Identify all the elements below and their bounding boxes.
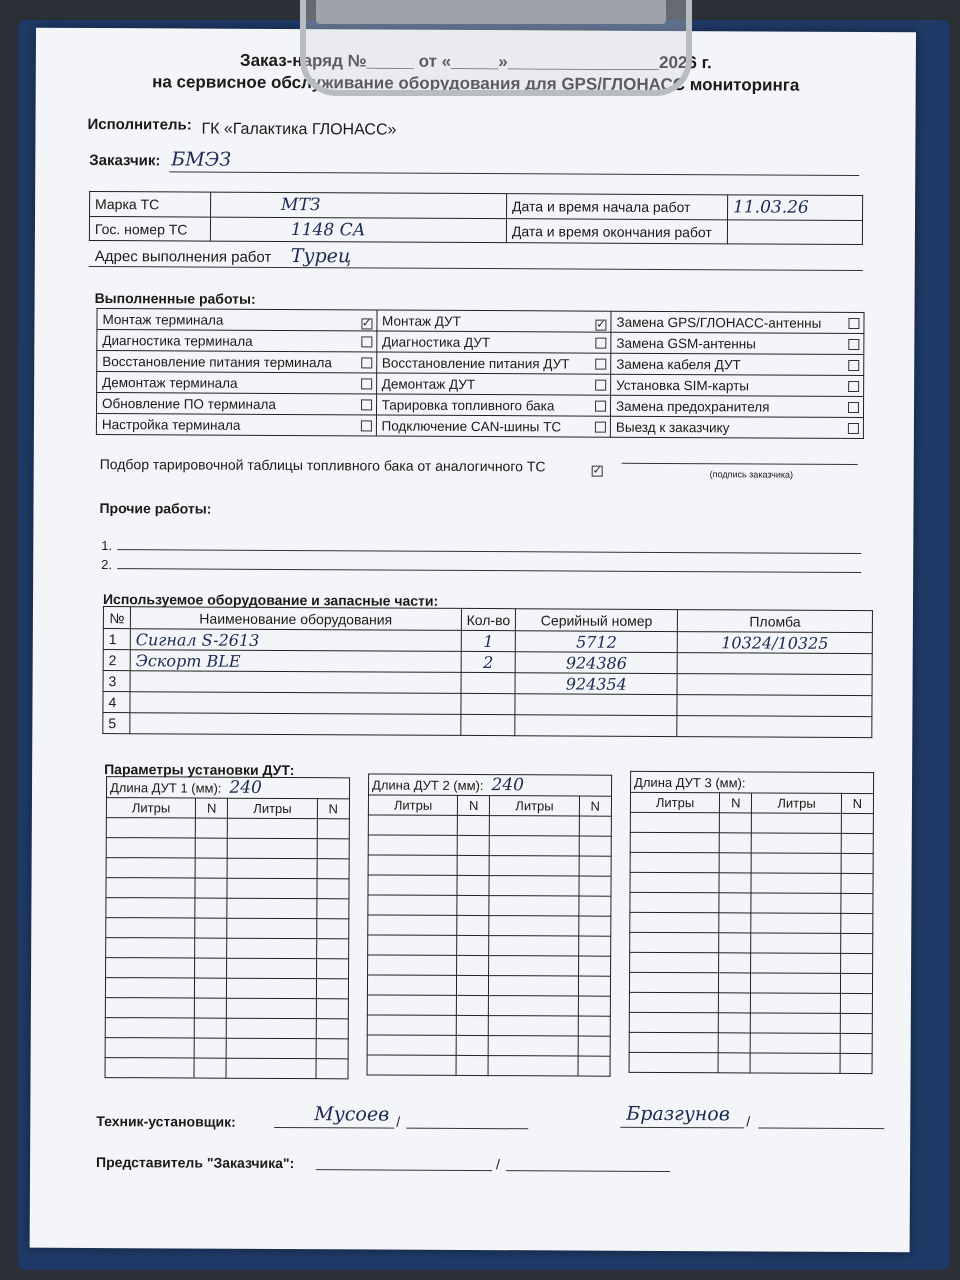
- equipment-cell: Сигнал S-2613: [130, 629, 461, 652]
- dut-cell: [105, 1038, 194, 1058]
- dut-cell: [317, 879, 349, 899]
- dut-length-value: 240: [229, 777, 262, 798]
- dut-table-2: [367, 773, 613, 1076]
- equipment-cell: 924354: [515, 673, 677, 695]
- dut-cell: [751, 913, 840, 933]
- dut-cell: [490, 816, 579, 836]
- equipment-cell: [677, 653, 872, 675]
- dut-cell: [840, 933, 872, 953]
- equipment-cell: 10324/10325: [677, 632, 872, 654]
- dut-cell: [629, 992, 718, 1012]
- work-item-checkbox[interactable]: [848, 423, 859, 434]
- dut-cell: [630, 832, 719, 852]
- dut-cell: [106, 918, 195, 938]
- dut-cell: [195, 818, 227, 838]
- dut-cell: [490, 836, 579, 856]
- equipment-cell: [130, 692, 461, 715]
- dut-cell: [227, 998, 316, 1018]
- work-item-label: Установка SIM-карты: [611, 374, 843, 396]
- dut-column-header: N: [317, 799, 349, 819]
- works-title: Выполненные работы:: [94, 290, 256, 307]
- dut-cell: [578, 936, 610, 956]
- dut-cell: [579, 876, 611, 896]
- start-value: 11.03.26: [728, 195, 863, 221]
- dut-column-header: N: [720, 793, 752, 813]
- dut-cell: [316, 1039, 348, 1059]
- end-label: Дата и время окончания работ: [506, 219, 727, 244]
- dut-cell: [489, 976, 578, 996]
- work-item-label: Диагностика терминала: [97, 330, 355, 352]
- work-item-label: Монтаж терминала: [97, 309, 355, 331]
- dut-cell: [489, 1016, 578, 1036]
- dut-cell: [457, 895, 489, 915]
- dut-cell: [630, 912, 719, 932]
- dut-cell: [840, 953, 872, 973]
- dut-cell: [751, 873, 840, 893]
- dut-cell: [106, 898, 195, 918]
- equipment-row-number: 5: [103, 713, 130, 734]
- dut-cell: [368, 875, 457, 895]
- dut-length-value: 240: [491, 775, 524, 796]
- customer-value: БМЭЗ: [171, 148, 232, 171]
- dut-cell: [629, 972, 718, 992]
- equipment-header: №: [103, 607, 130, 629]
- technician-signature-2: Бразгунов: [626, 1102, 730, 1126]
- dut-cell: [368, 895, 457, 915]
- dut-cell: [457, 955, 489, 975]
- dut-cell: [316, 1019, 348, 1039]
- dut-cell: [194, 1058, 226, 1078]
- dut-table-1: [105, 776, 351, 1079]
- dut-cell: [368, 815, 457, 835]
- dut-column-header: N: [458, 795, 490, 815]
- dut-cell: [106, 818, 195, 838]
- work-item-checkbox[interactable]: [595, 380, 606, 391]
- plate-label: Гос. номер ТС: [89, 216, 210, 241]
- dut-cell: [630, 812, 719, 832]
- dut-cell: [228, 818, 317, 838]
- equipment-cell: [515, 715, 677, 737]
- dut-cell: [752, 813, 841, 833]
- dut-cell: [105, 1058, 194, 1078]
- work-item-checkbox[interactable]: ✓: [596, 318, 606, 331]
- dut-cell: [227, 938, 316, 958]
- equipment-table: [102, 606, 873, 738]
- dut-cell: [488, 1056, 577, 1076]
- work-item-label: Демонтаж ДУТ: [376, 373, 589, 395]
- dut-cell: [227, 978, 316, 998]
- dut-column-header: N: [196, 798, 228, 818]
- dut-cell: [457, 835, 489, 855]
- dut-column-header: Литры: [490, 796, 579, 816]
- dut-cell: [368, 935, 457, 955]
- dut-cell: [194, 1038, 226, 1058]
- equipment-cell: [130, 713, 461, 736]
- dut-cell: [457, 935, 489, 955]
- other-work-2-number: 2.: [101, 557, 113, 573]
- work-item-label: Замена кабеля ДУТ: [611, 353, 843, 375]
- other-works-title: Прочие работы:: [99, 500, 212, 517]
- dut-cell: [751, 1053, 840, 1073]
- executor-label: Исполнитель:: [87, 115, 192, 134]
- dut-cell: [316, 979, 348, 999]
- work-item-label: Тарировка топливного бака: [376, 394, 589, 416]
- dut-cell: [841, 813, 873, 833]
- dut-cell: [630, 932, 719, 952]
- executor-value: ГК «Галактика ГЛОНАСС»: [201, 120, 397, 139]
- work-item-checkbox[interactable]: [595, 401, 606, 412]
- dut-column-header: N: [841, 793, 873, 813]
- work-item-label: Замена GSM-антенны: [611, 332, 843, 354]
- dut-column-header: Литры: [106, 798, 195, 818]
- equipment-cell: 5712: [516, 631, 678, 653]
- dut-cell: [317, 839, 349, 859]
- work-item-label: Подключение CAN-шины ТС: [376, 415, 589, 437]
- work-item-checkbox[interactable]: [848, 381, 859, 392]
- dut-cell: [840, 913, 872, 933]
- dut-length-label: Длина ДУТ 3 (мм):: [634, 774, 746, 791]
- work-item-checkbox[interactable]: [595, 422, 606, 433]
- dut-cell: [456, 1015, 488, 1035]
- dut-cell: [719, 873, 751, 893]
- dut-cell: [629, 1052, 718, 1072]
- dut-cell: [456, 1035, 488, 1055]
- dut-cell: [457, 995, 489, 1015]
- work-item-checkbox[interactable]: [361, 357, 372, 368]
- equipment-cell: [461, 693, 516, 714]
- dut-cell: [106, 858, 195, 878]
- dut-cell: [719, 933, 751, 953]
- work-item-checkbox[interactable]: [595, 359, 606, 370]
- dut-cell: [227, 878, 316, 898]
- work-item-checkbox[interactable]: ✓: [362, 317, 372, 330]
- dut-cell: [195, 978, 227, 998]
- dut-cell: [195, 958, 227, 978]
- dut-cell: [368, 855, 457, 875]
- dut-cell: [106, 938, 195, 958]
- dut-cell: [195, 878, 227, 898]
- work-item-label: Выезд к заказчику: [610, 416, 842, 438]
- dut-cell: [751, 973, 840, 993]
- customer-label: Заказчик:: [89, 151, 161, 170]
- dut-cell: [720, 813, 752, 833]
- dut-cell: [630, 852, 719, 872]
- dut-length-label: Длина ДУТ 1 (мм):: [109, 780, 222, 796]
- dut-cell: [367, 1015, 456, 1035]
- dut-cell: [719, 853, 751, 873]
- equipment-row-number: 1: [103, 629, 130, 650]
- dut-cell: [195, 838, 227, 858]
- equipment-header: Серийный номер: [516, 609, 678, 632]
- dut-cell: [718, 1033, 750, 1053]
- dut-cell: [579, 836, 611, 856]
- dut-cell: [841, 833, 873, 853]
- dut-cell: [752, 853, 841, 873]
- work-item-checkbox[interactable]: [361, 420, 372, 431]
- dut-cell: [489, 956, 578, 976]
- dut-cell: [106, 838, 195, 858]
- equipment-cell: [677, 674, 872, 696]
- equipment-cell: [677, 695, 872, 717]
- dut-cell: [578, 1016, 610, 1036]
- dut-cell: [719, 993, 751, 1013]
- equipment-header: Кол-во: [461, 608, 516, 630]
- dut-cell: [629, 1012, 718, 1032]
- dut-column-header: Литры: [752, 793, 841, 813]
- equipment-row-number: 2: [103, 650, 130, 671]
- dut-column-header: N: [579, 796, 611, 816]
- dut-cell: [316, 999, 348, 1019]
- dut-cell: [367, 975, 456, 995]
- equipment-cell: 2: [461, 651, 516, 672]
- work-item-checkbox[interactable]: [848, 339, 859, 350]
- dut-cell: [316, 919, 348, 939]
- dut-cell: [489, 936, 578, 956]
- dut-cell: [578, 1036, 610, 1056]
- dut-column-header: Литры: [368, 795, 457, 815]
- work-item-label: Восстановление питания ДУТ: [376, 352, 589, 374]
- dut-cell: [106, 878, 195, 898]
- dut-cell: [457, 815, 489, 835]
- dut-cell: [490, 856, 579, 876]
- work-item-checkbox[interactable]: [595, 338, 606, 349]
- dut-cell: [227, 898, 316, 918]
- equipment-cell: [461, 714, 516, 735]
- brand-value: МТЗ: [211, 192, 507, 219]
- dut-cell: [317, 819, 349, 839]
- dut-cell: [195, 938, 227, 958]
- dut-cell: [630, 952, 719, 972]
- equipment-header: Наименование оборудования: [130, 607, 461, 631]
- equipment-cell: Эскорт BLE: [130, 650, 461, 673]
- dut-cell: [718, 1053, 750, 1073]
- address-value: Турец: [290, 245, 352, 268]
- equipment-cell: [461, 672, 516, 693]
- dut-cell: [751, 953, 840, 973]
- equipment-row: [103, 713, 872, 738]
- work-item-checkbox[interactable]: [361, 378, 372, 389]
- order-title: Заказ-наряд №_____ от «_____»________________2026 г.: [239, 50, 712, 73]
- dut-cell: [629, 1032, 718, 1052]
- work-item-label: Демонтаж терминала: [97, 372, 355, 394]
- dut-cell: [368, 835, 457, 855]
- dut-cell: [105, 998, 194, 1018]
- dut-cell: [367, 1055, 456, 1075]
- clipboard-clip-bar: [316, 0, 666, 24]
- dut-cell: [106, 958, 195, 978]
- dut-cell: [841, 853, 873, 873]
- dut-cell: [578, 996, 610, 1016]
- dut-cell: [840, 973, 872, 993]
- dut-cell: [227, 1018, 316, 1038]
- dut-cell: [226, 1058, 315, 1078]
- dut-cell: [195, 858, 227, 878]
- work-item-checkbox[interactable]: [848, 360, 859, 371]
- work-order-sheet: Заказ-наряд №_____ от «_____»________________2026 г. на сервисное обслуживание оборудования для GPS/ГЛОНАСС мониторинга Исполнитель: ГК «Галактика ГЛОНАСС» Заказчик: БМЭЗ Марка ТС МТЗ Дата и время начала работ 11.03.26 Гос. номер ТС 1148 СА Дата и время окончания работ Адрес выполнения работ Турец Выполненные работы: Монтаж терминала ✓ Монтаж ДУТ ✓ Замена GPS/ГЛОНАСС-антенны Диагностика терминала Диагностика ДУТ Замена GSM-антенны Восстановление питания терминала Восстановление питания ДУТ Замена кабеля ДУТ Демонтаж терминала Демонтаж ДУТ Установка SIM-карты Обновление ПО терминала Тарировка топливного бака Замена предохранителя Настройка терминала Подключение CAN-шины ТС Выезд к заказчику Подбор тарировочной таблицы топливного бака от аналогичного ТС ✓ (подпись заказчика) Прочие работы: 1. 2. Используемое оборудование и запасные части: № Наименование оборудования Кол-во Серийный номер Пломба 1 Сигнал S-2613 1 5712 10324/10325 2 Эскорт BLE 2 924386 3 924354 4 5 Параметры установки ДУТ: Длина ДУТ 1 (мм): 240 Литры N Литры N Длина ДУТ 2 (мм): 240 Литры N Литры N Длина ДУТ 3 (мм): Литры N Литры N Техник-установщик: Мусоев / Бразгунов / Представитель "Заказчика": /: [30, 28, 916, 1253]
- equipment-cell: [677, 716, 872, 738]
- dut-cell: [579, 896, 611, 916]
- dut-cell: [719, 893, 751, 913]
- dut-cell: [751, 1033, 840, 1053]
- dut-cell: [228, 838, 317, 858]
- dut-cell: [840, 993, 872, 1013]
- dut-table-3: [629, 771, 875, 1074]
- dut-cell: [457, 975, 489, 995]
- dut-cell: [578, 916, 610, 936]
- dut-cell: [105, 978, 194, 998]
- dut-cell: [578, 956, 610, 976]
- dut-params-title: Параметры установки ДУТ:: [104, 761, 295, 779]
- works-table: [96, 308, 865, 439]
- dut-cell: [719, 953, 751, 973]
- dut-cell: [751, 1013, 840, 1033]
- dut-cell: [228, 858, 317, 878]
- work-item-checkbox[interactable]: [361, 336, 372, 347]
- dut-cell: [719, 833, 751, 853]
- equipment-cell: 1: [461, 630, 516, 651]
- customer-rep-label: Представитель "Заказчика":: [96, 1154, 295, 1172]
- technician-label: Техник-установщик:: [96, 1113, 236, 1130]
- dut-cell: [579, 856, 611, 876]
- dut-cell: [457, 875, 489, 895]
- work-item-label: Замена GPS/ГЛОНАСС-антенны: [611, 311, 843, 333]
- dut-cell: [630, 892, 719, 912]
- equipment-cell: 924386: [515, 652, 677, 674]
- dut-cell: [317, 859, 349, 879]
- order-subtitle: на сервисное обслуживание оборудования для GPS/ГЛОНАСС мониторинга: [152, 72, 800, 95]
- work-item-checkbox[interactable]: [848, 402, 859, 413]
- dut-cell: [841, 893, 873, 913]
- fuel-table-selection-label: Подбор тарировочной таблицы топливного бака от аналогичного ТС: [99, 456, 546, 475]
- dut-cell: [195, 898, 227, 918]
- work-item-checkbox[interactable]: [361, 399, 372, 410]
- dut-cell: [195, 998, 227, 1018]
- dut-cell: [489, 916, 578, 936]
- dut-cell: [751, 893, 840, 913]
- dut-cell: [489, 996, 578, 1016]
- dut-cell: [579, 816, 611, 836]
- work-item-label: Обновление ПО терминала: [96, 393, 354, 415]
- dut-cell: [489, 876, 578, 896]
- equipment-cell: [515, 694, 677, 716]
- dut-length-label: Длина ДУТ 2 (мм):: [372, 777, 484, 794]
- dut-cell: [719, 913, 751, 933]
- dut-cell: [752, 833, 841, 853]
- dut-cell: [719, 973, 751, 993]
- dut-cell: [368, 915, 457, 935]
- dut-cell: [195, 918, 227, 938]
- address-label: Адрес выполнения работ: [94, 248, 272, 266]
- work-item-label: Восстановление питания терминала: [97, 351, 355, 373]
- dut-column-header: Литры: [630, 792, 719, 812]
- dut-cell: [227, 918, 316, 938]
- dut-cell: [751, 993, 840, 1013]
- dut-cell: [194, 1018, 226, 1038]
- dut-cell: [367, 995, 456, 1015]
- dut-cell: [630, 872, 719, 892]
- dut-cell: [578, 1056, 610, 1076]
- dut-cell: [227, 1038, 316, 1058]
- dut-column-header: Литры: [228, 798, 317, 818]
- fuel-table-selection-checkbox[interactable]: ✓: [592, 464, 602, 477]
- equipment-header: Пломба: [677, 610, 872, 633]
- dut-cell: [316, 959, 348, 979]
- dut-cell: [227, 958, 316, 978]
- dut-cell: [751, 933, 840, 953]
- dut-cell: [578, 976, 610, 996]
- end-value: [727, 220, 862, 245]
- dut-cell: [367, 1035, 456, 1055]
- equipment-row-number: 3: [103, 671, 130, 692]
- work-item-label: Диагностика ДУТ: [376, 331, 589, 353]
- dut-cell: [316, 939, 348, 959]
- vehicle-info-table: [89, 191, 863, 245]
- dut-cell: [316, 1059, 348, 1079]
- dut-cell: [456, 1055, 488, 1075]
- work-item-label: Монтаж ДУТ: [377, 310, 590, 332]
- dut-cell: [489, 1036, 578, 1056]
- dut-cell: [368, 955, 457, 975]
- dut-cell: [489, 896, 578, 916]
- other-work-1-number: 1.: [101, 538, 113, 554]
- equipment-cell: [130, 671, 461, 694]
- dut-cell: [841, 873, 873, 893]
- dut-cell: [840, 1013, 872, 1033]
- work-item-label: Настройка терминала: [96, 414, 354, 436]
- work-item-label: Замена предохранителя: [610, 395, 842, 417]
- dut-cell: [840, 1033, 872, 1053]
- brand-label: Марка ТС: [90, 191, 211, 217]
- work-item-checkbox[interactable]: [848, 318, 859, 329]
- dut-cell: [317, 899, 349, 919]
- technician-signature: Мусоев: [314, 1103, 390, 1126]
- equipment-title: Используемое оборудование и запасные части:: [102, 591, 439, 609]
- dut-cell: [457, 915, 489, 935]
- dut-cell: [457, 855, 489, 875]
- equipment-row-number: 4: [103, 692, 130, 713]
- start-label: Дата и время начала работ: [507, 194, 728, 220]
- dut-cell: [718, 1013, 750, 1033]
- plate-value: 1148 СА: [210, 217, 506, 243]
- customer-signature-caption: (подпись заказчика): [709, 469, 794, 480]
- dut-cell: [105, 1018, 194, 1038]
- dut-cell: [840, 1053, 872, 1073]
